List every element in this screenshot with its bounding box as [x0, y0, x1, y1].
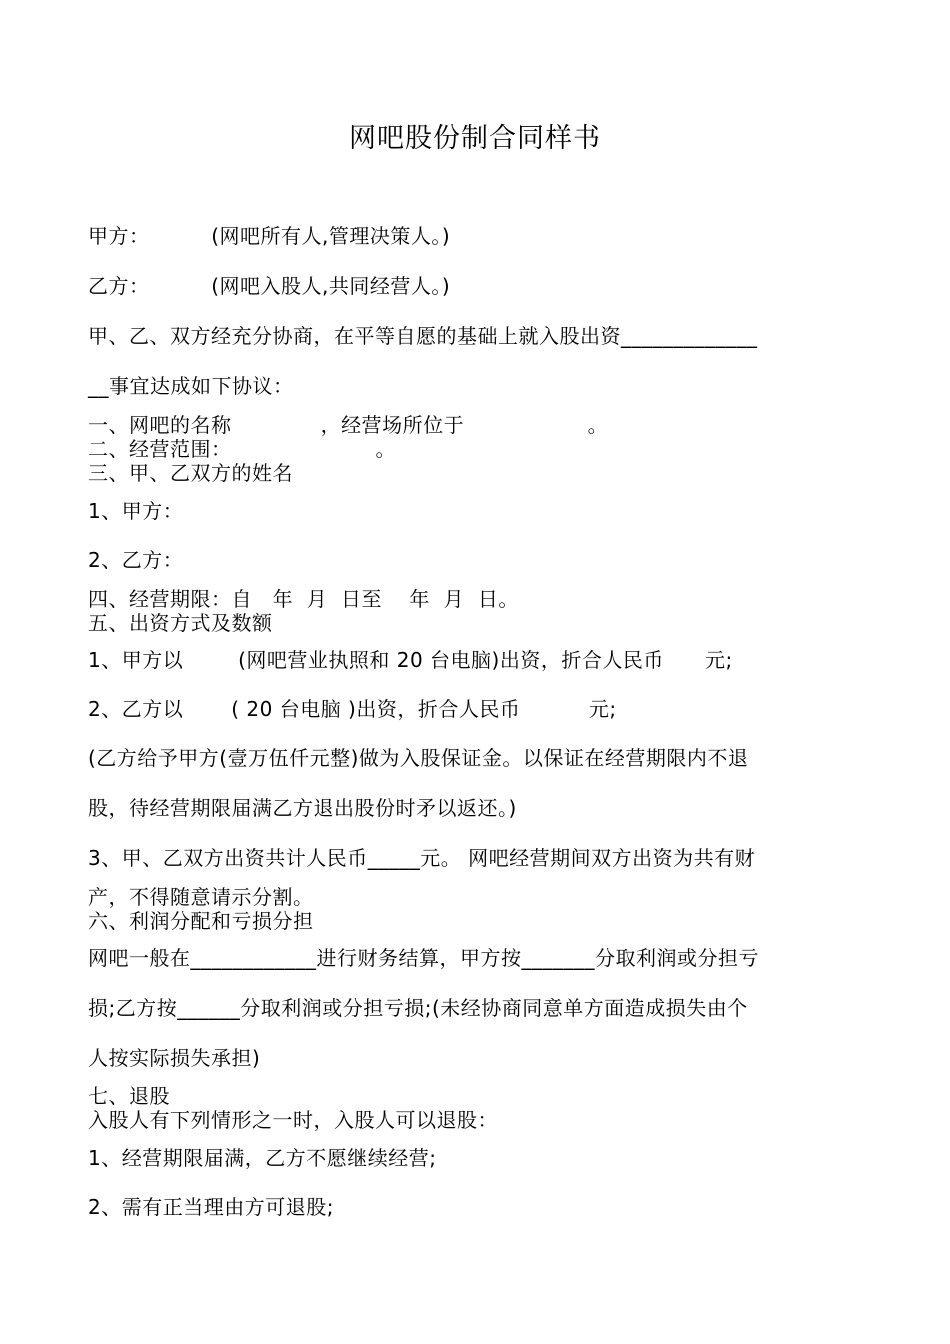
section-5-item-3-line-1: 3、甲、乙双方出资共计人民币_____元。 网吧经营期间双方出资为共有财: [88, 846, 756, 870]
section-3-party-a: 1、甲方：: [88, 499, 184, 523]
section-5-note-line-2: 股，待经营期限届满乙方退出股份时矛以返还。): [88, 796, 517, 820]
section-6-heading: 六、利润分配和亏损分担: [88, 909, 314, 933]
section-7-item-1: 1、经营期限届满，乙方不愿继续经营;: [88, 1146, 437, 1170]
section-2-business-scope: 二、经营范围： 。: [88, 437, 397, 461]
section-6-line-2: 损;乙方按______分取利润或分担亏损;(未经协商同意单方面造成损失由个: [88, 996, 748, 1020]
section-5-note-line-1: (乙方给予甲方(壹万伍仟元整)做为入股保证金。以保证在经营期限内不退: [88, 746, 749, 770]
party-b-line: 乙方： (网吧入股人,共同经营人。): [88, 274, 451, 298]
section-6-line-1: 网吧一般在____________进行财务结算，甲方按_______分取利润或分担亏: [88, 946, 759, 970]
section-7-heading: 七、退股: [88, 1084, 170, 1108]
section-5-item-1: 1、甲方以 (网吧营业执照和 20 台电脑)出资，折合人民币 元;: [88, 648, 733, 672]
section-4-term: 四、经营期限：自 年 月 日至 年 月 日。: [88, 587, 519, 611]
party-a-line: 甲方： (网吧所有人,管理决策人。): [88, 224, 451, 248]
document-title: 网吧股份制合同样书: [349, 123, 601, 154]
section-7-intro: 入股人有下列情形之一时，入股人可以退股：: [88, 1108, 498, 1132]
section-5-heading: 五、出资方式及数额: [88, 611, 273, 635]
section-5-item-2: 2、乙方以 ( 20 台电脑 )出资，折合人民币 元;: [88, 697, 617, 721]
section-7-item-2: 2、需有正当理由方可退股;: [88, 1195, 334, 1219]
section-3-heading: 三、甲、乙双方的姓名: [88, 461, 293, 485]
intro-line-1: 甲、乙、双方经充分协商，在平等自愿的基础上就入股出资_____________: [88, 324, 758, 348]
section-1-name-location: 一、网吧的名称 ，经营场所位于 。: [88, 413, 609, 437]
intro-line-2: __事宜达成如下协议：: [88, 374, 294, 398]
section-5-item-3-line-2: 产，不得随意请示分割。: [88, 885, 314, 909]
section-6-line-3: 人按实际损失承担): [88, 1046, 261, 1070]
section-3-party-b: 2、乙方：: [88, 548, 184, 572]
